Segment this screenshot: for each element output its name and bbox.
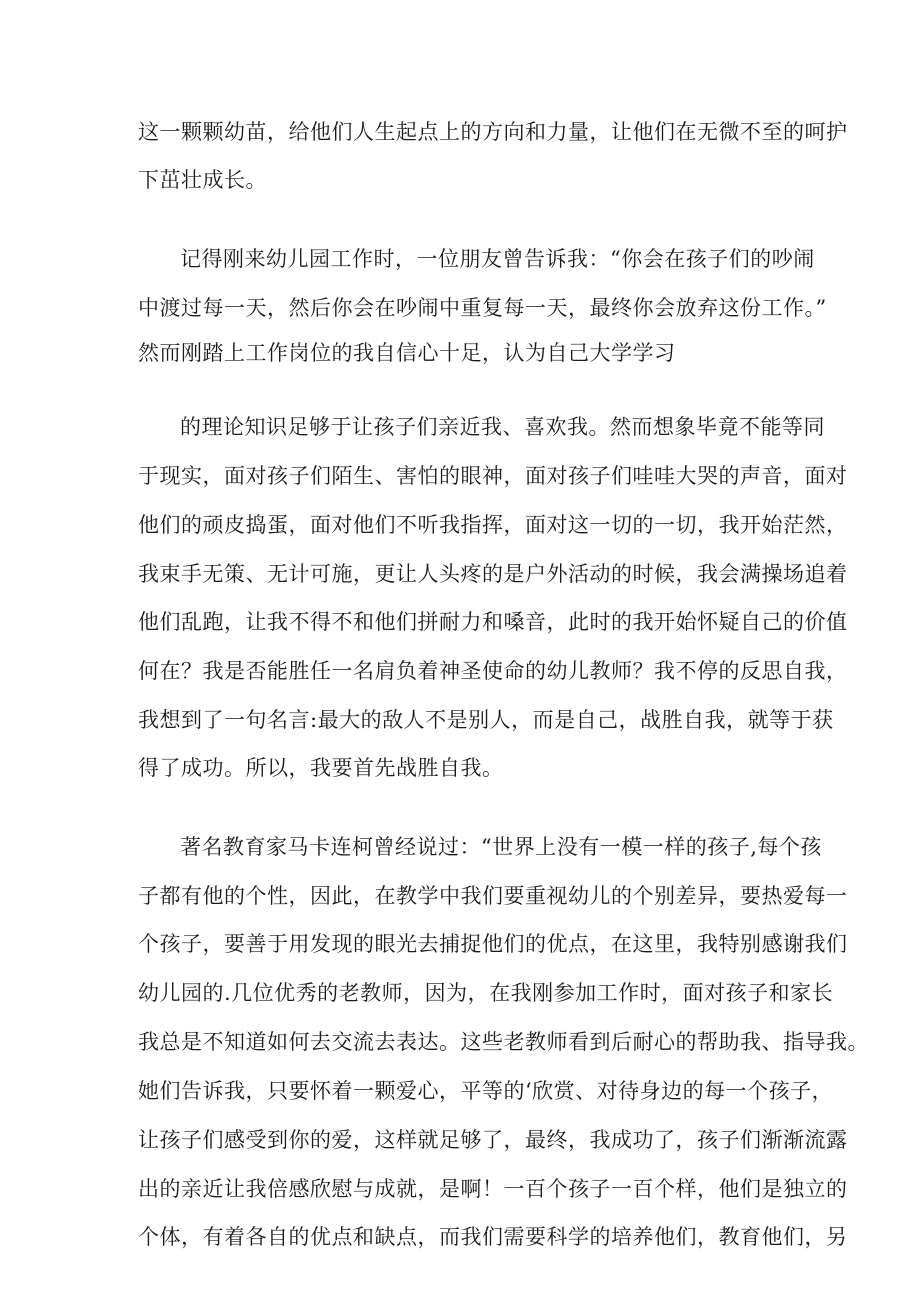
text-line: 然而刚踏上工作岗位的我自信心十足，认为自己大学学习 [138, 341, 676, 365]
text-line: 个体，有着各自的优点和缺点，而我们需要科学的培养他们，教育他们，另 [138, 1225, 848, 1249]
text-line: 她们告诉我，只要怀着一颗爱心，平等的‘欣赏、对待身边的每一个孩子， [138, 1079, 834, 1103]
text-line: 中渡过每一天，然后你会在吵闹中重复每一天，最终你会放弃这份工作。” [138, 296, 827, 320]
text-line: 这一颗颗幼苗，给他们人生起点上的方向和力量，让他们在无微不至的呵护 [138, 120, 848, 144]
text-line: 他们的顽皮捣蛋，面对他们不听我指挥，面对这一切的一切，我开始茫然， [138, 513, 848, 537]
text-line: 我想到了一句名言:最大的敌人不是别人，而是自己，战胜自我，就等于获 [138, 708, 834, 732]
text-line: 著名教育家马卡连柯曾经说过：“世界上没有一模一样的孩子,每个孩 [180, 835, 822, 859]
text-line: 得了成功。所以，我要首先战胜自我。 [138, 756, 504, 780]
text-line: 于现实，面对孩子们陌生、害怕的眼神，面对孩子们哇哇大哭的声音，面对 [138, 464, 848, 488]
text-line: 让孩子们感受到你的爱，这样就足够了，最终，我成功了，孩子们渐渐流露 [138, 1128, 848, 1152]
text-line: 他们乱跑，让我不得不和他们拼耐力和嗓音，此时的我开始怀疑自己的价值 [138, 610, 848, 634]
text-line: 下茁壮成长。 [138, 168, 267, 192]
text-line: 个孩子，要善于用发现的眼光去捕捉他们的优点，在这里，我特别感谢我们 [138, 932, 848, 956]
text-line: 我总是不知道如何去交流去表达。这些老教师看到后耐心的帮助我、指导我。 [138, 1030, 869, 1054]
text-line: 何在？我是否能胜任一名肩负着神圣使命的幼儿教师？我不停的反思自我， [138, 659, 848, 683]
text-line: 子都有他的个性，因此，在教学中我们要重视幼儿的个别差异，要热爱每一 [138, 884, 848, 908]
text-line: 出的亲近让我倍感欣慰与成就，是啊！一百个孩子一百个样，他们是独立的 [138, 1177, 848, 1201]
text-line: 我束手无策、无计可施，更让人头疼的是户外活动的时候，我会满操场追着 [138, 562, 848, 586]
text-line: 的理论知识足够于让孩子们亲近我、喜欢我。然而想象毕竟不能等同 [180, 415, 825, 439]
text-line: 幼儿园的.几位优秀的老教师，因为，在我刚参加工作时，面对孩子和家长 [138, 981, 834, 1005]
text-line: 记得刚来幼儿园工作时，一位朋友曾告诉我：“你会在孩子们的吵闹 [180, 247, 815, 271]
